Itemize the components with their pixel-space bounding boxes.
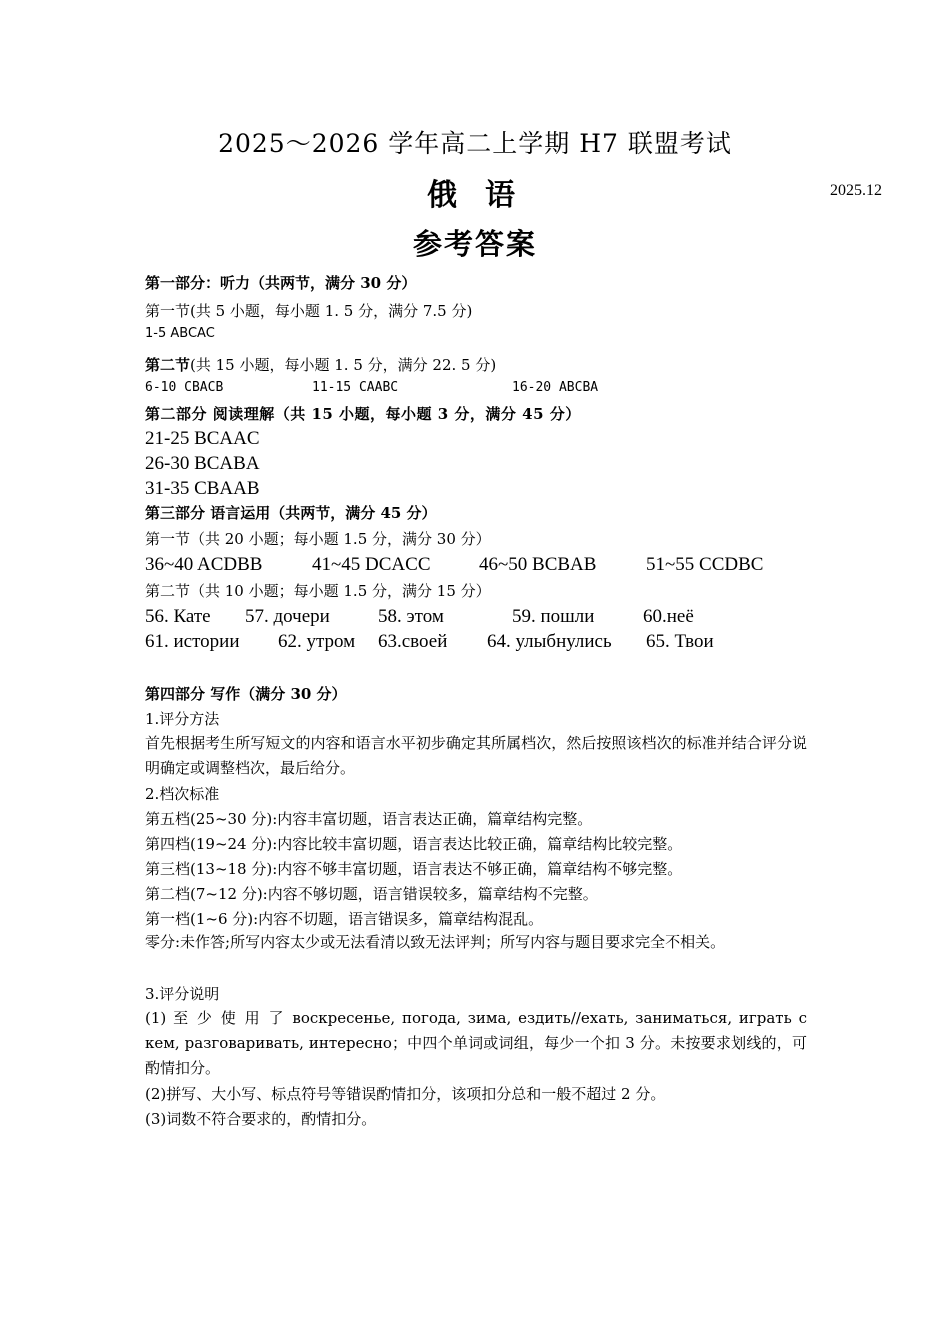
part4-heading: 第四部分 写作（满分 30 分） [145,685,347,703]
part3-section2: 第二节（共 10 小题；每小题 1.5 分，满分 15 分） [145,582,491,600]
answer-group: 6-10 CBACB [145,380,224,395]
level-item: 第三档(13~18 分):内容不够丰富切题，语言表达不够正确，篇章结构不够完整。 [145,860,683,878]
answer-group: 26-30 BCABA [145,453,260,474]
level-item: 第一档(1~6 分):内容不切题，语言错误多，篇章结构混乱。 [145,910,544,928]
word-answer: 59. пошли [512,606,595,627]
exam-date: 2025.12 [830,182,882,199]
part1-section2 [145,354,496,375]
zero-score-text: 零分:未作答;所写内容太少或无法看清以致无法评判；所写内容与题目要求完全不相关。 [145,933,726,951]
part1-heading: 第一部分：听力（共两节，满分 30 分） [145,274,417,292]
word-answer: 64. улыбнулись [487,631,612,652]
word-answer: 65. Твои [646,631,714,652]
part3-heading: 第三部分 语言运用（共两节，满分 45 分） [145,504,437,522]
part3-section1: 第一节（共 20 小题；每小题 1.5 分，满分 30 分） [145,530,491,548]
scoring-note: (1) 至 少 使 用 了 воскресенье, погода, зима, ездить//ехать, заниматься, играть с кем, разговаривать, интересно；中四个单词或词组，每少一个扣 3 分。未按要求划线的，可酌情扣分。 [145,1009,807,1077]
scoring-note: (3)词数不符合要求的，酌情扣分。 [145,1110,377,1128]
answer-group: 46~50 BCBAB [479,554,597,575]
scoring-method-title: 1.评分方法 [145,710,220,728]
part1-section1-answers: 1-5 ABCAC [145,326,215,341]
word-answer: 57. дочери [245,606,330,627]
exam-title: 2025～2026 学年高二上学期 H7 联盟考试 [218,129,732,158]
part1-section2-desc: (共 15 小题，每小题 1. 5 分，满分 22. 5 分) [190,356,497,374]
word-answer: 58. этом [378,606,444,627]
subject-title: 俄语 [427,178,543,213]
answer-group: 31-35 CBAAB [145,478,260,499]
answer-group: 16-20 ABCBA [512,380,599,395]
answer-group: 41~45 DCACC [312,554,431,575]
answer-key-title: 参考答案 [412,227,537,261]
level-item: 第四档(19~24 分):内容比较丰富切题，语言表达比较正确，篇章结构比较完整。 [145,835,683,853]
level-item: 第五档(25~30 分):内容丰富切题，语言表达正确，篇章结构完整。 [145,810,593,828]
part1-section2-label: 第二节 [145,356,191,374]
word-answer: 60.неё [643,606,694,627]
level-item: 第二档(7~12 分):内容不够切题，语言错误较多，篇章结构不完整。 [145,885,598,903]
part2-heading: 第二部分 阅读理解（共 15 小题，每小题 3 分，满分 45 分） [145,405,581,423]
answer-group: 11-15 CAABC [312,380,399,395]
word-answer: 61. истории [145,631,240,652]
word-answer: 63.своей [378,631,448,652]
answer-group: 21-25 BCAAC [145,428,260,449]
word-answer: 56. Кате [145,606,211,627]
level-standard-title: 2.档次标准 [145,785,220,803]
answer-group: 51~55 CCDBC [646,554,764,575]
word-answer: 62. утром [278,631,356,652]
scoring-note: (2)拼写、大小写、标点符号等错误酌情扣分，该项扣分总和一般不超过 2 分。 [145,1085,666,1103]
scoring-notes-title: 3.评分说明 [145,985,220,1003]
part1-section1: 第一节(共 5 小题，每小题 1. 5 分，满分 7.5 分) [145,302,473,320]
scoring-method-text: 首先根据考生所写短文的内容和语言水平初步确定其所属档次，然后按照该档次的标准并结合评分说明确定或调整档次，最后给分。 [145,734,807,777]
answer-group: 36~40 ACDBB [145,554,263,575]
